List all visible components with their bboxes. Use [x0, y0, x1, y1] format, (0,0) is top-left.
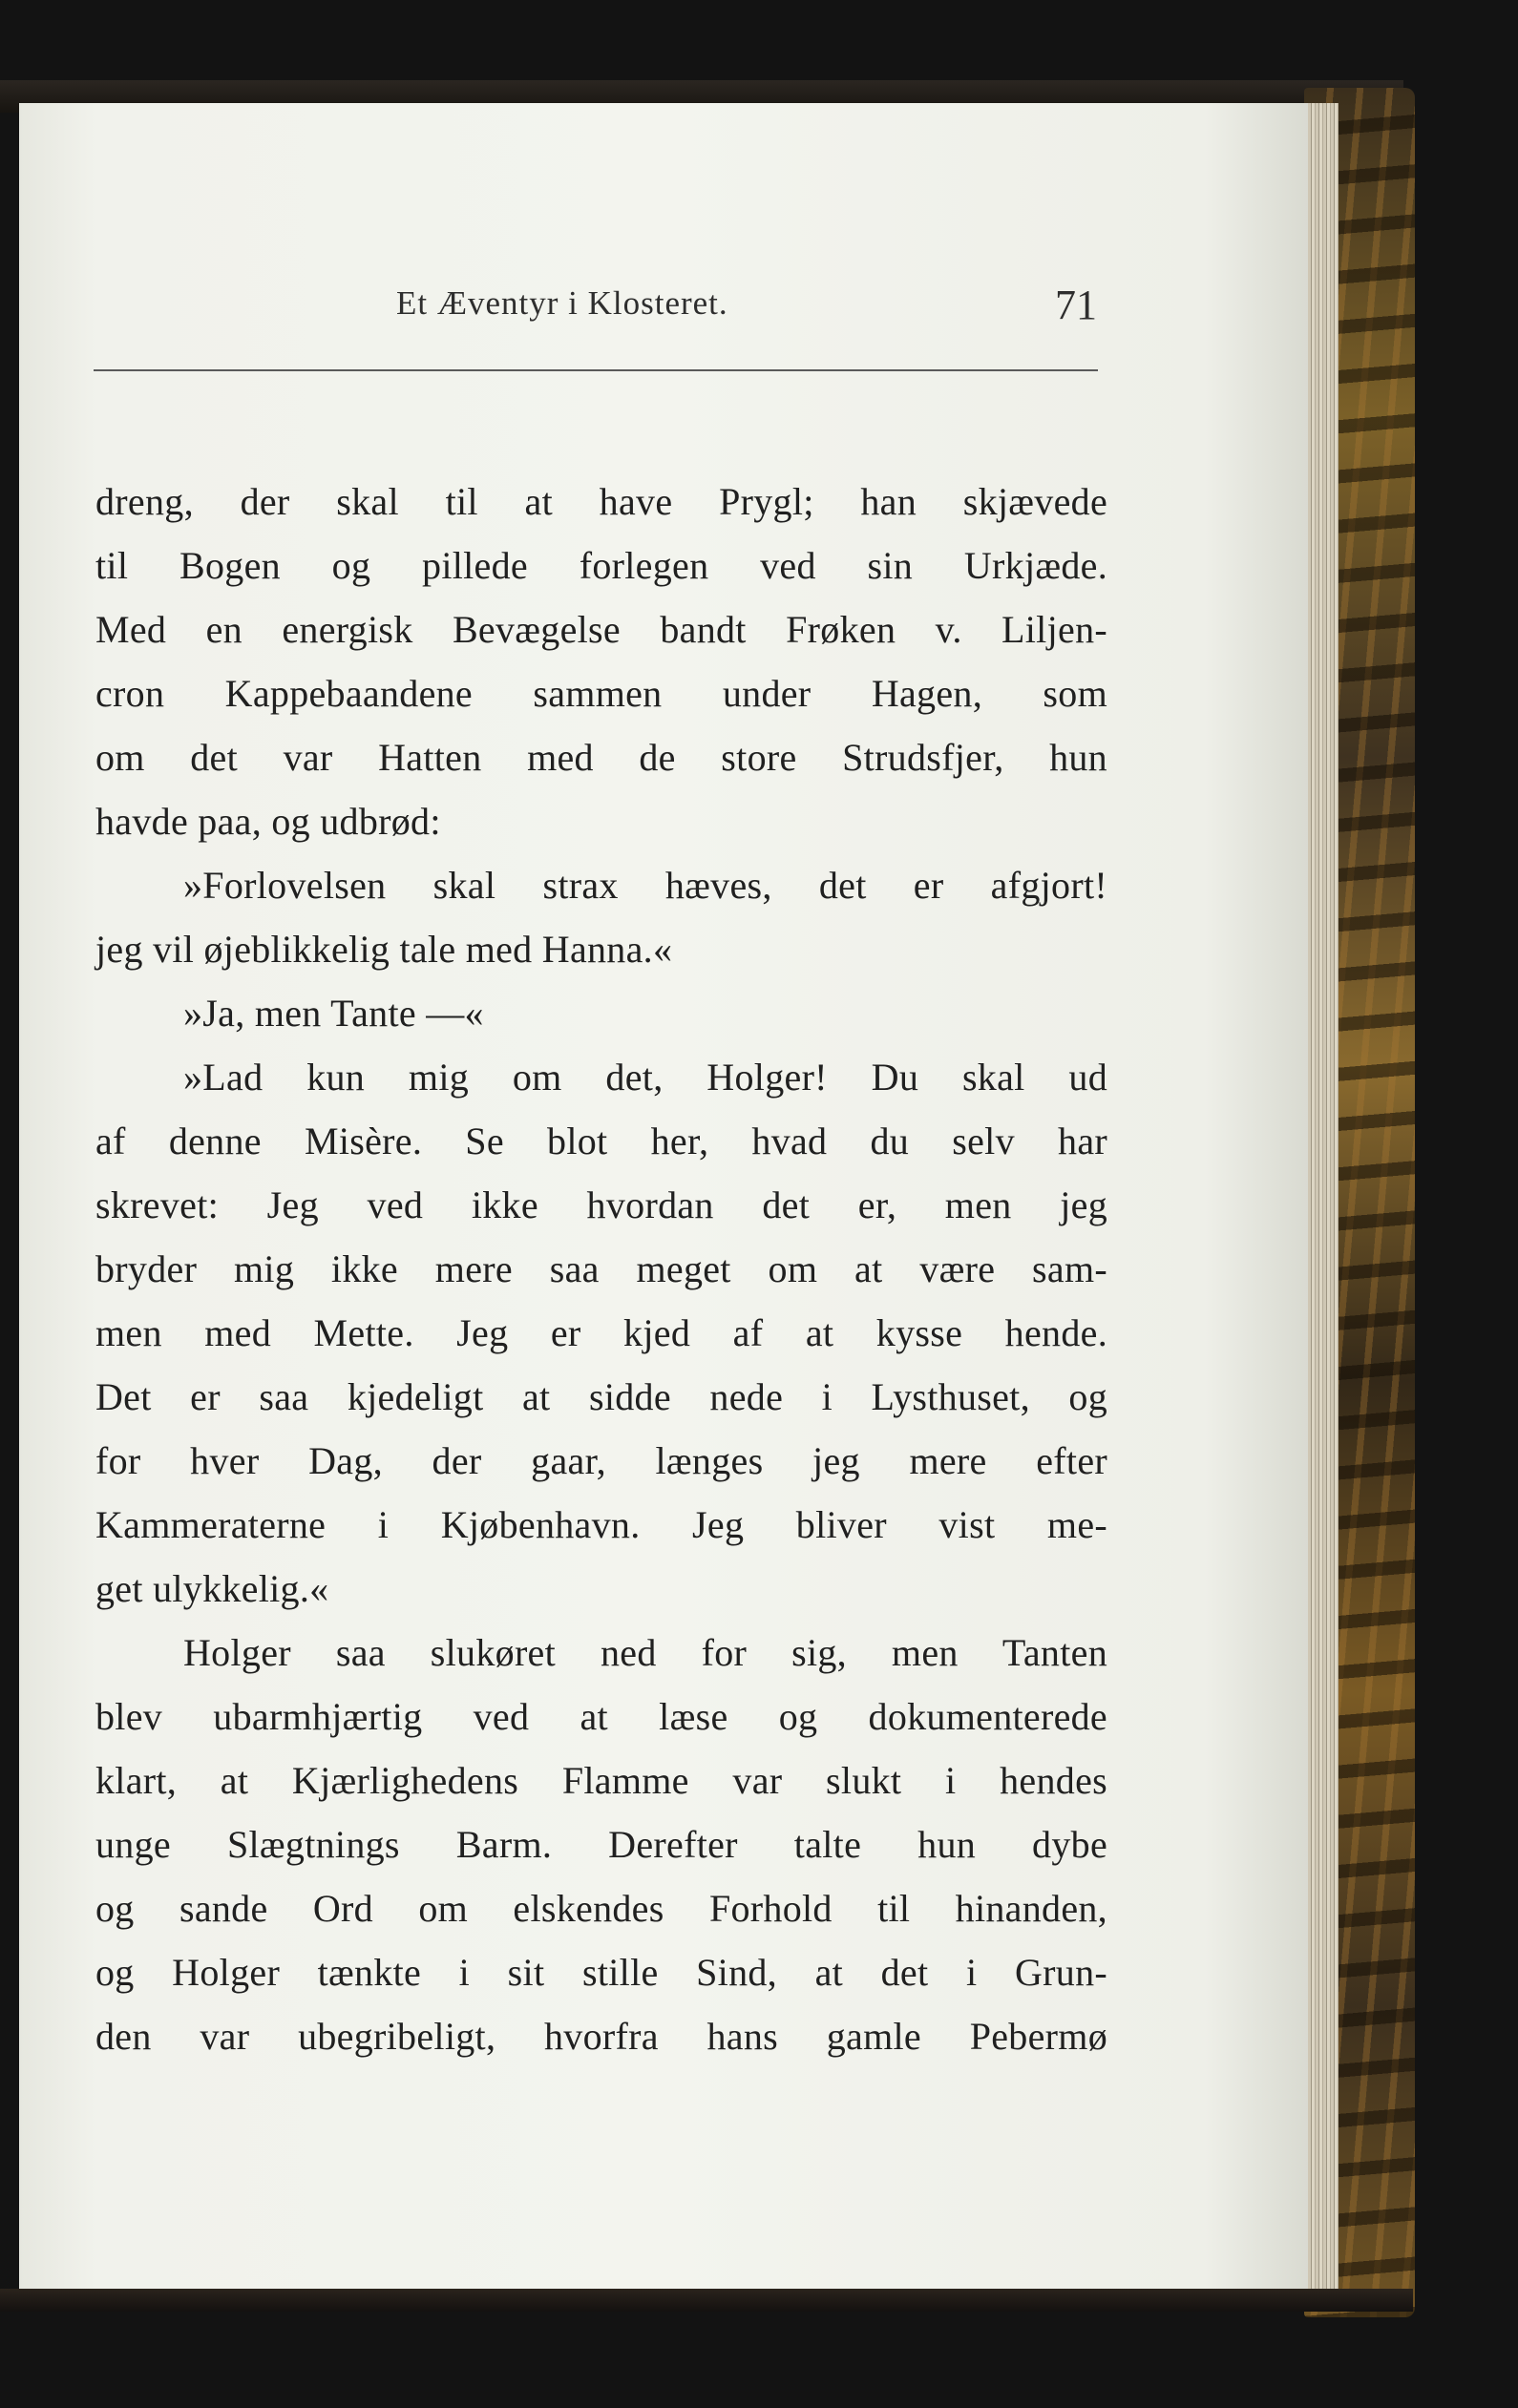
body-text: [95, 470, 1107, 2068]
text-line: den var ubegribeligt, hvorfra hans gamle Pebermø: [95, 2015, 1107, 2058]
text-line: om det var Hatten med de store Strudsfjer, hun: [95, 736, 1107, 779]
text-line: havde paa, og udbrød:: [95, 800, 441, 843]
text-line: bryder mig ikke mere saa meget om at være sam-: [95, 1247, 1107, 1290]
running-head: Et Æventyr i Klosteret.: [396, 284, 728, 322]
book-cover-bottom-edge: [0, 2289, 1413, 2312]
text-line: Kammeraterne i Kjøbenhavn. Jeg bliver vist me-: [95, 1503, 1107, 1546]
text-line: unge Slægtnings Barm. Derefter talte hun dybe: [95, 1823, 1107, 1866]
text-line: og Holger tænkte i sit stille Sind, at det i Grun-: [95, 1951, 1107, 1994]
text-line: blev ubarmhjærtig ved at læse og dokumenterede: [95, 1695, 1107, 1738]
text-line: skrevet: Jeg ved ikke hvordan det er, men jeg: [95, 1183, 1107, 1226]
text-line: dreng, der skal til at have Prygl; han skjævede: [95, 480, 1107, 523]
text-line: get ulykkelig.«: [95, 1567, 329, 1610]
text-line: klart, at Kjærlighedens Flamme var slukt i hendes: [95, 1759, 1107, 1802]
text-line: »Lad kun mig om det, Holger! Du skal ud: [183, 1056, 1107, 1099]
text-line: Det er saa kjedeligt at sidde nede i Lysthuset, og: [95, 1375, 1107, 1418]
text-line: »Forlovelsen skal strax hæves, det er afgjort!: [183, 864, 1107, 907]
text-line: Med en energisk Bevægelse bandt Frøken v. Liljen-: [95, 608, 1107, 651]
text-line: Holger saa slukøret ned for sig, men Tanten: [183, 1631, 1107, 1674]
text-line: men med Mette. Jeg er kjed af at kysse hende.: [95, 1311, 1107, 1354]
text-line: for hver Dag, der gaar, længes jeg mere efter: [95, 1439, 1107, 1482]
text-line: af denne Misère. Se blot her, hvad du selv har: [95, 1120, 1107, 1162]
text-line: jeg vil øjeblikkelig tale med Hanna.«: [95, 928, 673, 971]
text-line: »Ja, men Tante —«: [183, 992, 484, 1035]
text-line: til Bogen og pillede forlegen ved sin Urkjæde.: [95, 544, 1107, 587]
page-number: 71: [1055, 282, 1097, 328]
text-line: cron Kappebaandene sammen under Hagen, som: [95, 672, 1107, 715]
text-line: og sande Ord om elskendes Forhold til hinanden,: [95, 1887, 1107, 1930]
header-rule: [94, 369, 1098, 371]
